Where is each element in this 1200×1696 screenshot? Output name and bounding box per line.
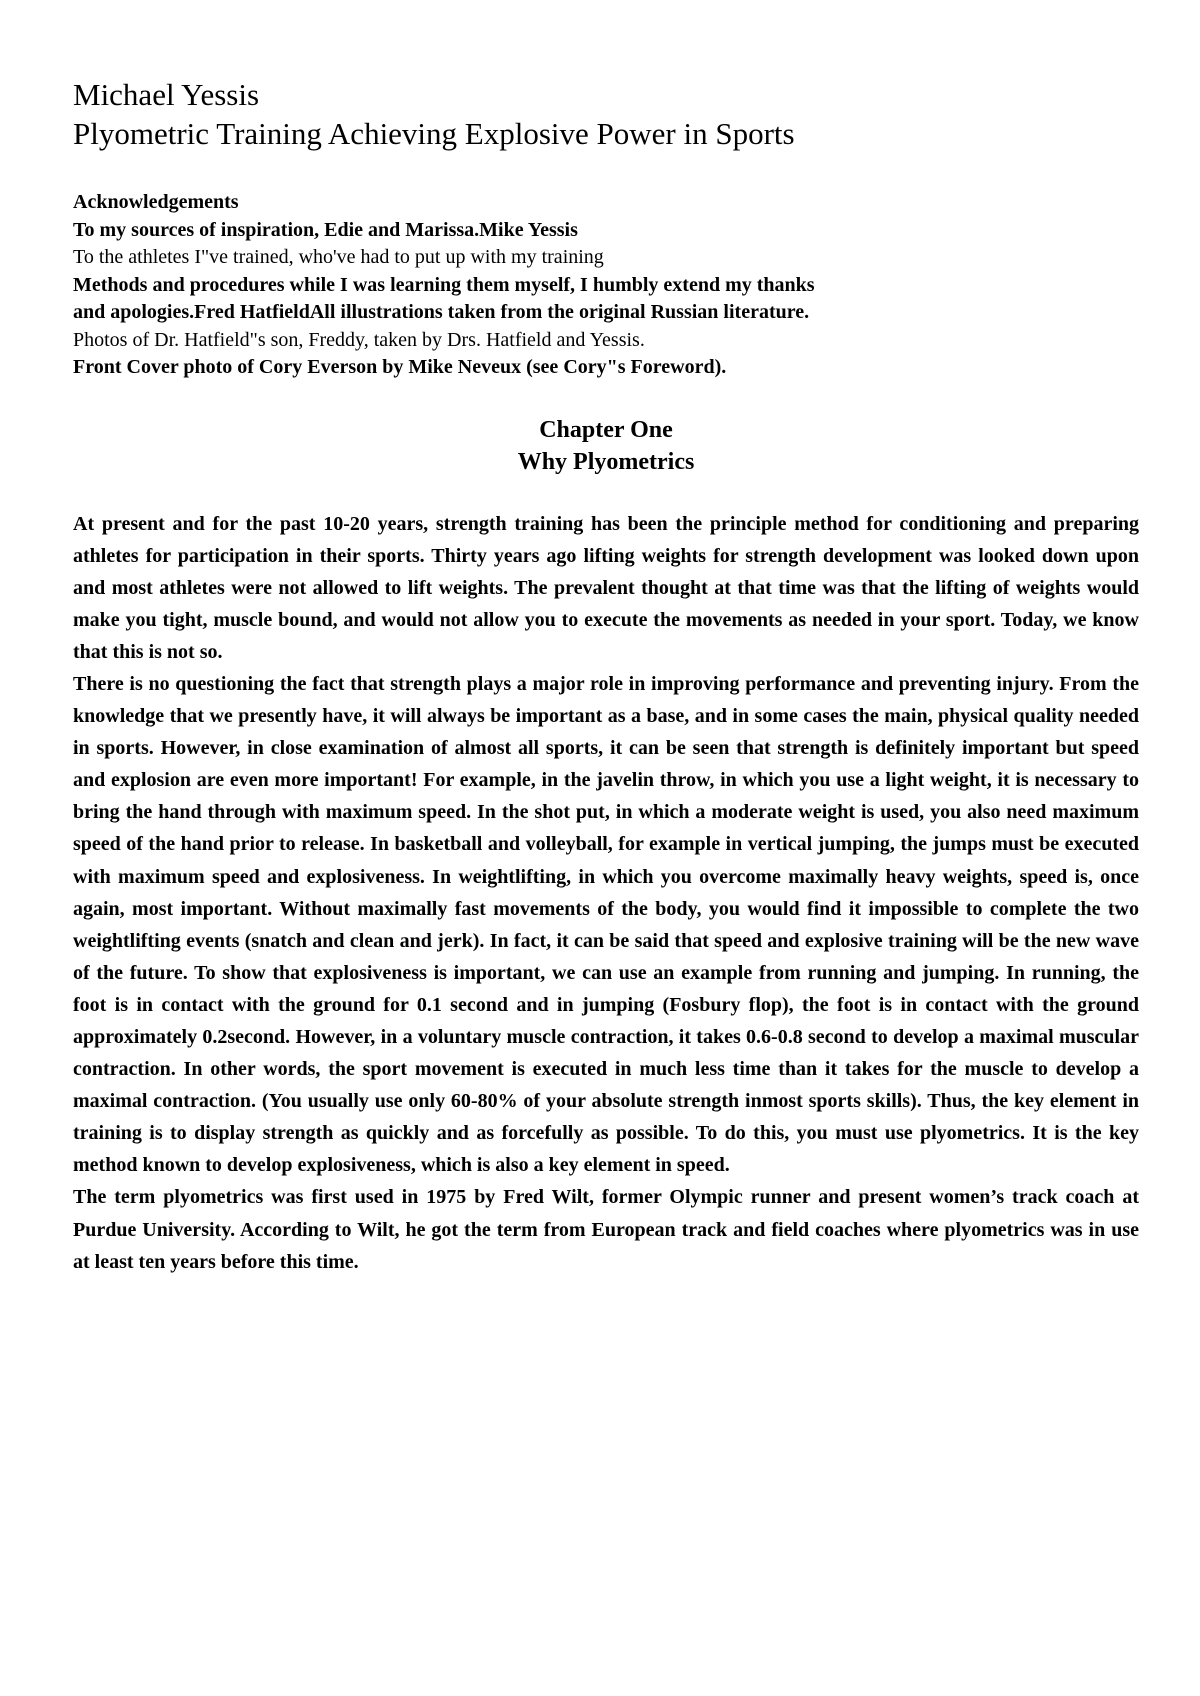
body-paragraph: The term plyometrics was first used in 1975 by Fred Wilt, former Olympic runner and present women’s track coach at Purdue University. According to Wilt, he got the term from European track and field coaches where plyometrics was in use at least ten years before this time. xyxy=(73,1186,1139,1273)
document-page xyxy=(73,76,1139,1278)
acknowledgements-heading: Acknowledgements xyxy=(73,191,239,213)
author-name: Michael Yessis xyxy=(73,77,260,112)
chapter-heading xyxy=(73,414,1139,478)
acknowledgements-line: Methods and procedures while I was learning them myself, I humbly extend my thanks xyxy=(73,273,815,296)
chapter-number: Chapter One xyxy=(539,416,673,443)
body-paragraph: At present and for the past 10-20 years, strength training has been the principle method for conditioning and preparing athletes for participation in their sports. Thirty years ago lifting weights for strength development was looked down upon and most athletes were not allowed to lift weights. The prevalent thought at that time was that the lifting of weights would make you tight, muscle bound, and would not allow you to execute the movements as needed in your sport. Today, we know that this is not so. xyxy=(73,512,1139,663)
acknowledgements-line: To my sources of inspiration, Edie and Marissa.Mike Yessis xyxy=(73,218,578,241)
chapter-title: Why Plyometrics xyxy=(517,448,695,475)
acknowledgements-section xyxy=(73,189,1139,382)
book-title: Plyometric Training Achieving Explosive Power in Sports xyxy=(73,116,795,151)
body-paragraph: There is no questioning the fact that strength plays a major role in improving performance and preventing injury. From the knowledge that we presently have, it will always be important as a base, and in some cases the main, physical quality needed in sports. However, in close examination of almost all sports, it can be seen that strength is definitely important but speed and explosion are even more important! For example, in the javelin throw, in which you use a light weight, it is necessary to bring the hand through with maximum speed. In the shot put, in which a moderate weight is used, you also need maximum speed of the hand prior to release. In basketball and volleyball, for example in vertical jumping, the jumps must be executed with maximum speed and explosiveness. In weightlifting, in which you overcome maximally heavy weights, speed is, once again, most important. Without maximally fast movements of the body, you would find it impossible to complete the two weightlifting events (snatch and clean and jerk). In fact, it can be said that speed and explosive training will be the new wave of the future. To show that explosiveness is important, we can use an example from running and jumping. In running, the foot is in contact with the ground for 0.1 second and in jumping (Fosbury flop), the foot is in contact with the ground approximately 0.2second. However, in a voluntary muscle contraction, it takes 0.6-0.8 second to develop a maximal muscular contraction. In other words, the sport movement is executed in much less time than it takes for the muscle to develop a maximal contraction. (You usually use only 60-80% of your absolute strength inmost sports skills). Thus, the key element in training is to display strength as quickly and as forcefully as possible. To do this, you must use plyometrics. It is the key method known to develop explosiveness, which is also a key element in speed. xyxy=(73,672,1139,1177)
acknowledgements-line: Front Cover photo of Cory Everson by Mike Neveux (see Cory"s Foreword). xyxy=(73,356,727,378)
chapter-body xyxy=(73,508,1139,1278)
acknowledgements-line: and apologies.Fred HatfieldAll illustrations taken from the original Russian literature. xyxy=(73,301,810,323)
acknowledgements-line: Photos of Dr. Hatfield"s son, Freddy, taken by Drs. Hatfield and Yessis. xyxy=(73,328,645,351)
acknowledgements-line: To the athletes I"ve trained, who've had to put up with my training xyxy=(73,246,604,268)
